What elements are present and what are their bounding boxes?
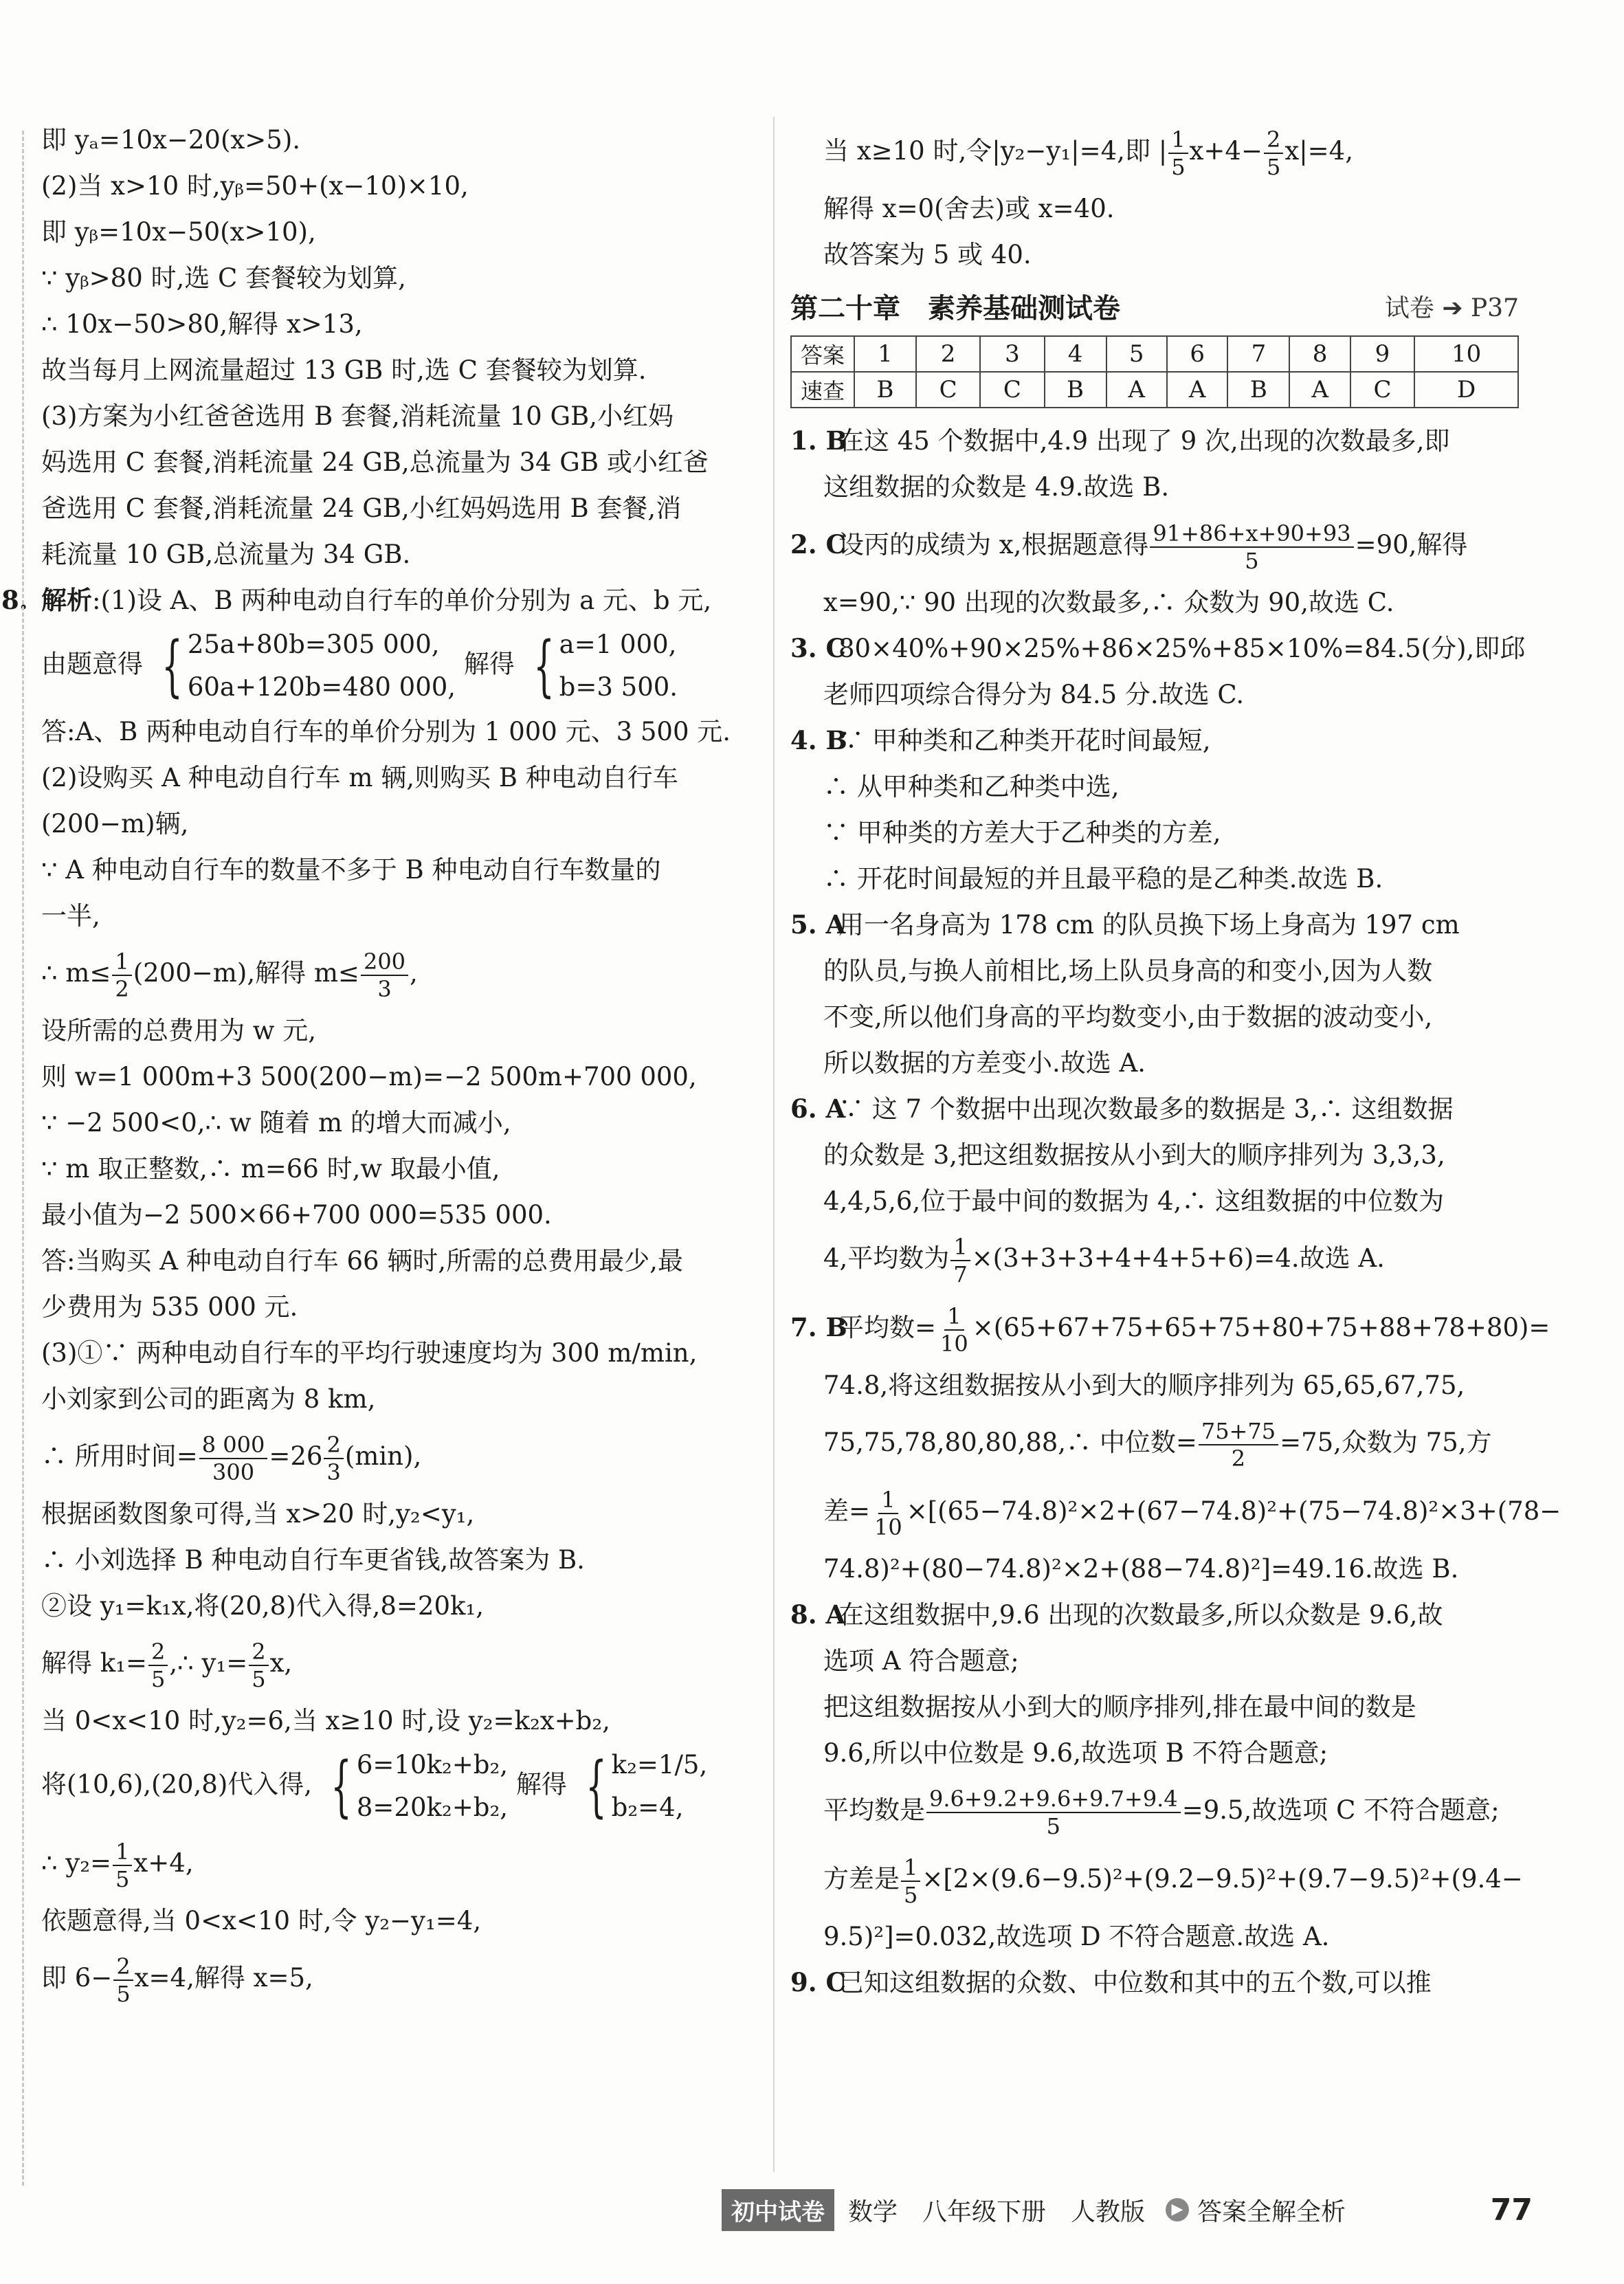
fraction: $\frac{91+86+x+90+93}{5}$ (1150, 520, 1353, 574)
text-line: 的队员,与换人前相比,场上队员身高的和变小,因为人数 (823, 956, 1433, 986)
fraction-line: ∴ m≤ $\frac{1}{2}$ (200−m),解得 m≤ $\frac{200}{3}$ , (41, 948, 418, 1002)
text-line: ∴ 10x−50>80,解得 x>13, (41, 309, 363, 339)
text-line: 则 w=1 000m+3 500(200−m)=−2 500m+700 000, (41, 1062, 697, 1091)
right-column (790, 117, 1561, 2006)
fraction: $\frac{75+75}{2}$ (1199, 1418, 1278, 1472)
fraction: $\frac{2}{5}$ (113, 1953, 133, 2007)
text-line: 所以数据的方差变小.故选 A. (823, 1048, 1146, 1078)
fraction: $\frac{2}{3}$ (324, 1432, 343, 1485)
fraction: $\frac{200}{3}$ (361, 949, 408, 1002)
text-line: 当 0<x<10 时,y₂=6,当 x≥10 时,设 y₂=k₂x+b₂, (41, 1706, 610, 1736)
fraction: $\frac{1}{5}$ (901, 1854, 920, 1908)
subject-info: 数学 八年级下册 人教版 (848, 2197, 1146, 2226)
text-line: 妈选用 C 套餐,消耗流量 24 GB,总流量为 34 GB 或小红爸 (41, 447, 709, 477)
equation-system-line: 由题意得 { 25a+80b=305 000, 60a+120b=480 000, 解得 { a=1 000, b=3 500. (41, 623, 763, 709)
page-number: 77 (1490, 2192, 1533, 2228)
problem-number: 8. (1, 585, 28, 615)
text-line: 少费用为 535 000 元. (41, 1292, 298, 1322)
text-line: 选项 A 符合题意; (823, 1646, 1019, 1676)
text-line: (2)设购买 A 种电动自行车 m 辆,则购买 B 种电动自行车 (41, 763, 678, 792)
text-line: 不变,所以他们身高的平均数变小,由于数据的波动变小, (823, 1002, 1433, 1032)
text-line: 老师四项综合得分为 84.5 分.故选 C. (823, 680, 1245, 709)
arrow-icon: ▶ (1166, 2198, 1189, 2221)
text-line: 9.6,所以中位数是 9.6,故选项 B 不符合题意; (823, 1738, 1328, 1768)
text-line: 74.8,将这组数据按从小到大的顺序排列为 65,65,67,75, (823, 1371, 1465, 1400)
fraction-line: 75,75,78,80,80,88,∴ 中位数= $\frac{75+75}{2}$ =75,众数为 75,方 (823, 1417, 1492, 1472)
text-line: x=90,∵ 90 出现的次数最多,∴ 众数为 90,故选 C. (823, 588, 1394, 617)
fraction: $\frac{1}{10}$ (874, 1486, 902, 1540)
fraction-line: 解得 k₁= $\frac{2}{5}$ ,∴ y₁= $\frac{2}{5}$ x, (41, 1638, 293, 1692)
text-line: ∵ 甲种类的方差大于乙种类的方差, (823, 818, 1221, 847)
text-line: 的众数是 3,把这组数据按从小到大的顺序排列为 3,3,3, (823, 1140, 1445, 1170)
chapter-header (790, 282, 1519, 330)
text-line: 爸选用 C 套餐,消耗流量 24 GB,小红妈妈选用 B 套餐,消 (41, 494, 682, 523)
fraction-line: ∴ y₂= $\frac{1}{5}$ x+4, (41, 1838, 194, 1892)
page-footer (722, 2186, 1533, 2234)
chapter-page-ref: 试卷 ➔ P37 (1384, 293, 1519, 322)
equation-system-line: 将(10,6),(20,8)代入得, { 6=10k₂+b₂, 8=20k₂+b₂, 解得 { k₂=1/5, b₂=4, (41, 1744, 763, 1829)
left-column (1, 117, 763, 2013)
text-line: ∴ 小刘选择 B 种电动自行车更省钱,故答案为 B. (41, 1545, 585, 1575)
fraction-line: 4,平均数为 $\frac{1}{7}$ ×(3+3+3+4+4+5+6)=4.故选 A. (823, 1233, 1385, 1287)
text-line: 根据函数图象可得,当 x>20 时,y₂<y₁, (41, 1499, 475, 1529)
text-line: 依题意得,当 0<x<10 时,令 y₂−y₁=4, (41, 1906, 482, 1936)
fraction-line: 差= $\frac{1}{10}$ ×[(65−74.8)²×2+(67−74.8)²+(75−74.8)²×3+(78− (823, 1486, 1561, 1540)
text-line: 故当每月上网流量超过 13 GB 时,选 C 套餐较为划算. (41, 355, 647, 385)
question-9: 9. C已知这组数据的众数、中位数和其中的五个数,可以推 (790, 1967, 1432, 1997)
chapter-title: 第二十章 素养基础测试卷 (790, 292, 1120, 324)
solution-system: { k₂=1/5, b₂=4, (585, 1748, 708, 1825)
text-line: (200−m)辆, (41, 809, 189, 839)
question-1: 1. B在这 45 个数据中,4.9 出现了 9 次,出现的次数最多,即 (790, 425, 1450, 456)
fraction-line: 即 6− $\frac{2}{5}$ x=4,解得 x=5, (41, 1953, 313, 2007)
text-line: ∵ −2 500<0,∴ w 随着 m 的增大而减小, (41, 1108, 511, 1138)
text-line: (2)当 x>10 时,yᵦ=50+(x−10)×10, (41, 171, 469, 201)
fraction-line: 当 x≥10 时,令|y₂−y₁|=4,即 | $\frac{1}{5}$ x+4− $\frac{2}{5}$ x|=4, (823, 126, 1353, 180)
fraction: $\frac{1}{10}$ (940, 1302, 968, 1357)
fraction: $\frac{1}{5}$ (113, 1839, 132, 1892)
text-line: (3)①∵ 两种电动自行车的平均行驶速度均为 300 m/min, (41, 1338, 698, 1368)
text-line: 解得 x=0(舍去)或 x=40. (823, 194, 1115, 223)
column-divider (773, 117, 775, 2172)
fraction: $\frac{1}{7}$ (950, 1234, 970, 1287)
question-2: 2. C设丙的成绩为 x,根据题意得 $\frac{91+86+x+90+93}{5}$ =90,解得 (790, 520, 1468, 574)
question-6: 6. A∵ 这 7 个数据中出现次数最多的数据是 3,∴ 这组数据 (790, 1094, 1454, 1124)
text-line: 74.8)²+(80−74.8)²×2+(88−74.8)²]=49.16.故选 B. (823, 1554, 1459, 1584)
table-header: 答案 (791, 336, 854, 372)
text-line: ∵ m 取正整数,∴ m=66 时,w 取最小值, (41, 1154, 500, 1184)
text-line: 这组数据的众数是 4.9.故选 B. (823, 472, 1170, 502)
table-header: 速查 (791, 372, 854, 408)
text-line: 故答案为 5 或 40. (823, 240, 1032, 269)
question-4: 4. B∵ 甲种类和乙种类开花时间最短, (790, 725, 1211, 755)
fraction: $\frac{1}{5}$ (1168, 126, 1188, 180)
question-5: 5. A用一名身高为 178 cm 的队员换下场上身高为 197 cm (790, 909, 1460, 940)
text-line: 9.5)²]=0.032,故选项 D 不符合题意.故选 A. (823, 1922, 1330, 1951)
text-line: 答:A、B 两种电动自行车的单价分别为 1 000 元、3 500 元. (41, 717, 731, 746)
question-8: 8. A在这组数据中,9.6 出现的次数最多,所以众数是 9.6,故 (790, 1599, 1443, 1630)
solution-system: { a=1 000, b=3 500. (533, 628, 678, 705)
equation-system: { 25a+80b=305 000, 60a+120b=480 000, (162, 628, 456, 705)
fraction: $\frac{8 000}{300}$ (199, 1432, 268, 1485)
problem-8-header: 8. 解析:(1)设 A、B 两种电动自行车的单价分别为 a 元、b 元, (41, 577, 763, 623)
text-line: 最小值为−2 500×66+700 000=535 000. (41, 1200, 552, 1230)
fraction-line: 平均数是 $\frac{9.6+9.2+9.6+9.7+9.4}{5}$ =9.5,故选项 C 不符合题意; (823, 1785, 1500, 1839)
text-line: (3)方案为小红爸爸选用 B 套餐,消耗流量 10 GB,小红妈 (41, 401, 674, 431)
fraction: $\frac{2}{5}$ (249, 1639, 268, 1692)
analysis-label: 解析 (41, 585, 92, 615)
text-line: 把这组数据按从小到大的顺序排列,排在最中间的数是 (823, 1692, 1416, 1722)
text-line: 即 yₐ=10x−20(x>5). (41, 125, 301, 155)
fraction: $\frac{2}{5}$ (148, 1639, 168, 1692)
text-line: ∴ 开花时间最短的并且最平稳的是乙种类.故选 B. (823, 864, 1383, 894)
equation-system: { 6=10k₂+b₂, 8=20k₂+b₂, (331, 1748, 509, 1825)
text-line: 设所需的总费用为 w 元, (41, 1016, 316, 1045)
text-line: ∴ 从甲种类和乙种类中选, (823, 772, 1120, 801)
fraction: $\frac{9.6+9.2+9.6+9.7+9.4}{5}$ (926, 1786, 1181, 1839)
fraction-line: 方差是 $\frac{1}{5}$ ×[2×(9.6−9.5)²+(9.2−9.5)²+(9.7−9.5)²+(9.4− (823, 1854, 1523, 1908)
text-line: 耗流量 10 GB,总流量为 34 GB. (41, 540, 411, 569)
text-line: 一半, (41, 901, 100, 931)
text-line: ∵ yᵦ>80 时,选 C 套餐较为划算, (41, 263, 406, 293)
fraction-line: ∴ 所用时间= $\frac{8 000}{300}$ =26 $\frac{2}{3}$ (min), (41, 1431, 422, 1485)
question-7: 7. B平均数= $\frac{1}{10}$ ×(65+67+75+65+75+80+75+88+78+80)= (790, 1302, 1550, 1357)
footer-tail: 答案全解全析 (1197, 2197, 1346, 2226)
fraction: $\frac{1}{2}$ (112, 949, 131, 1002)
text-line: 答:当购买 A 种电动自行车 66 辆时,所需的总费用最少,最 (41, 1246, 683, 1276)
question-3: 3. C80×40%+90×25%+86×25%+85×10%=84.5(分),即邱 (790, 633, 1526, 663)
text-line: ②设 y₁=k₁x,将(20,8)代入得,8=20k₁, (41, 1591, 485, 1621)
text-line: ∵ A 种电动自行车的数量不多于 B 种电动自行车数量的 (41, 855, 661, 885)
fraction: $\frac{2}{5}$ (1264, 126, 1283, 180)
answer-table: 答案 1 2 3 4 5 6 7 8 9 10 速查 B C C B A A B A C D (790, 335, 1519, 408)
text-line: 4,4,5,6,位于最中间的数据为 4,∴ 这组数据的中位数为 (823, 1186, 1445, 1216)
brand-badge: 初中试卷 (722, 2189, 834, 2231)
text-line: 小刘家到公司的距离为 8 km, (41, 1384, 376, 1414)
text-line: 即 yᵦ=10x−50(x>10), (41, 217, 316, 247)
